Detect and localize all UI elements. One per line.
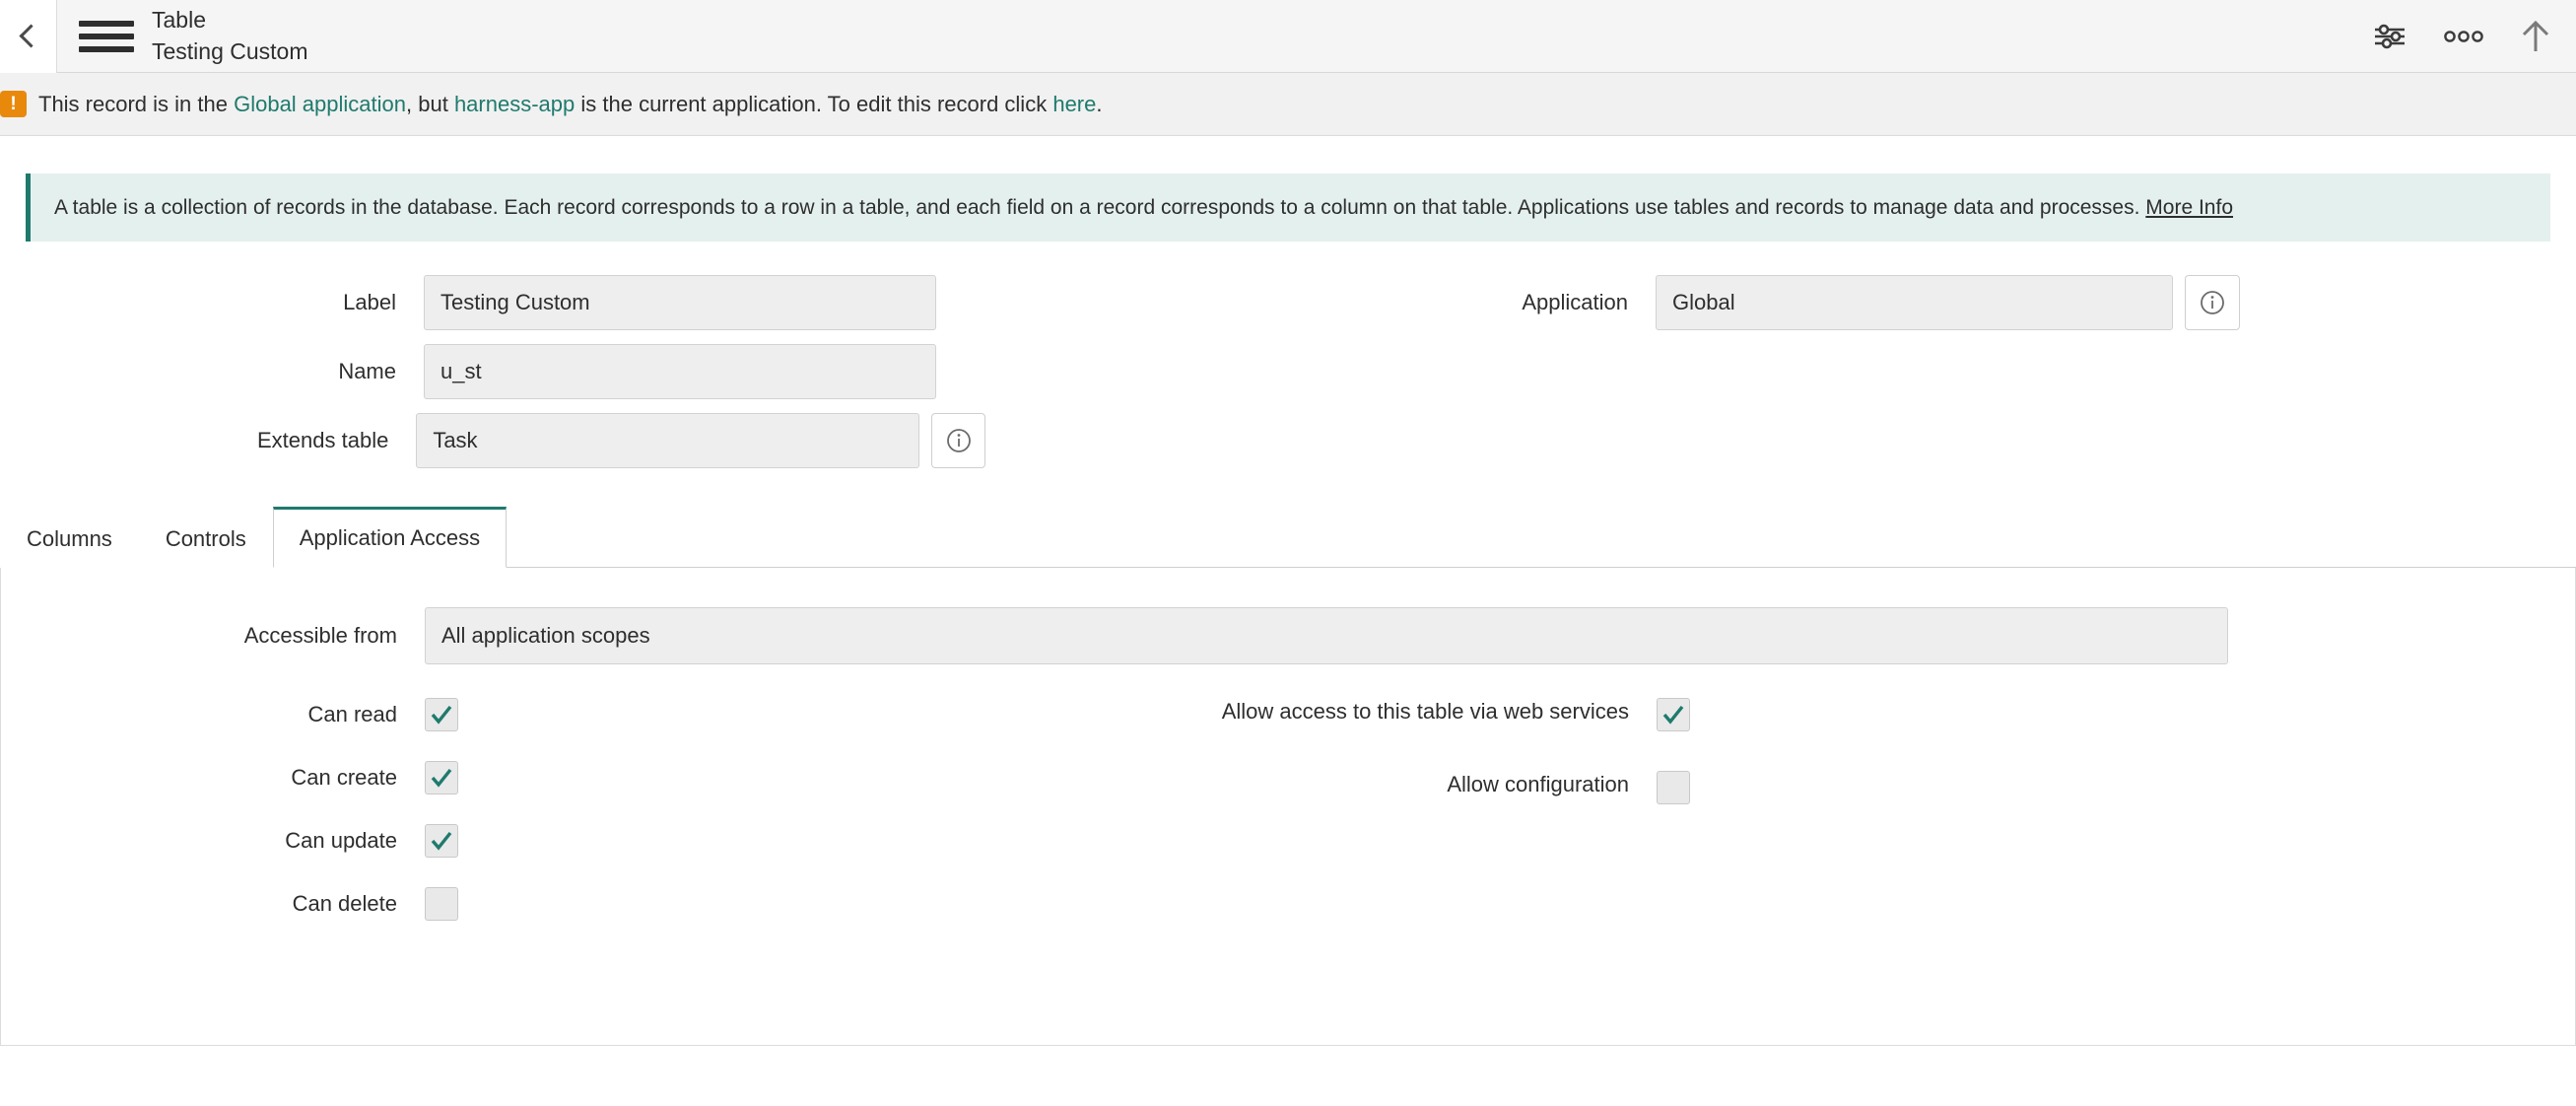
notice-period: . bbox=[1096, 91, 1103, 116]
extends-table-info-icon[interactable] bbox=[931, 413, 985, 468]
page-title bbox=[152, 5, 308, 66]
application-scope-notice bbox=[0, 73, 2576, 136]
accessible-from-select[interactable]: All application scopes bbox=[425, 607, 2228, 664]
tab-application-access[interactable]: Application Access bbox=[273, 507, 507, 568]
label-field-input[interactable]: Testing Custom bbox=[424, 275, 936, 330]
notice-link-global-application[interactable]: Global application bbox=[234, 91, 406, 116]
can-read-label: Can read bbox=[307, 702, 397, 727]
banner-more-info-link[interactable]: More Info bbox=[2145, 196, 2234, 219]
checkbox-row-can-delete bbox=[1, 887, 458, 921]
form-row-extends-table bbox=[0, 413, 2576, 468]
form-row-name bbox=[0, 344, 2576, 399]
application-access-panel bbox=[0, 568, 2576, 1046]
extends-table-field-label: Extends table bbox=[257, 428, 389, 453]
checkbox-row-web-services bbox=[986, 698, 1690, 731]
application-info-icon[interactable] bbox=[2185, 275, 2240, 330]
tab-columns[interactable]: Columns bbox=[0, 510, 139, 568]
notice-text-after: is the current application. To edit this record click bbox=[580, 91, 1048, 116]
tab-controls[interactable]: Controls bbox=[139, 510, 273, 568]
web-services-checkbox[interactable] bbox=[1657, 698, 1690, 731]
chevron-left-icon bbox=[19, 24, 42, 47]
allow-configuration-checkbox[interactable] bbox=[1657, 771, 1690, 804]
checkbox-row-can-create bbox=[1, 761, 458, 795]
accessible-from-label: Accessible from bbox=[243, 623, 397, 649]
form-section-tabs bbox=[0, 506, 2576, 568]
page-title-type: Table bbox=[152, 7, 206, 34]
checkbox-row-can-read bbox=[1, 698, 458, 731]
checkbox-row-allow-configuration bbox=[986, 771, 1690, 804]
web-services-label: Allow access to this table via web services bbox=[1221, 699, 1629, 725]
application-field-label: Application bbox=[1522, 290, 1628, 315]
can-delete-checkbox[interactable] bbox=[425, 887, 458, 921]
allow-configuration-label: Allow configuration bbox=[1447, 772, 1629, 797]
accessible-from-row bbox=[1, 607, 2575, 664]
back-button[interactable] bbox=[0, 0, 57, 73]
extends-table-field-input[interactable]: Task bbox=[416, 413, 919, 468]
table-description-banner bbox=[26, 173, 2550, 242]
table-form bbox=[0, 275, 2576, 468]
application-field-input[interactable]: Global bbox=[1656, 275, 2173, 330]
header-actions bbox=[2373, 0, 2550, 73]
warning-icon: ! bbox=[0, 91, 27, 117]
can-read-checkbox[interactable] bbox=[425, 698, 458, 731]
more-horizontal-icon[interactable] bbox=[2444, 30, 2483, 43]
notice-text-before: This record is in the bbox=[38, 91, 228, 116]
info-banner-wrapper bbox=[0, 136, 2576, 242]
can-create-label: Can create bbox=[291, 765, 397, 791]
form-row-label bbox=[0, 275, 2576, 330]
top-header-bar bbox=[0, 0, 2576, 73]
sliders-icon[interactable] bbox=[2373, 24, 2407, 49]
can-update-label: Can update bbox=[285, 828, 397, 854]
can-update-checkbox[interactable] bbox=[425, 824, 458, 858]
label-field-label: Label bbox=[343, 290, 396, 315]
notice-text-mid: , but bbox=[406, 91, 448, 116]
hamburger-menu-icon[interactable] bbox=[79, 21, 134, 52]
can-delete-label: Can delete bbox=[292, 891, 397, 917]
name-field-input[interactable]: u_st bbox=[424, 344, 936, 399]
checkbox-row-can-update bbox=[1, 824, 458, 858]
notice-link-here[interactable]: here bbox=[1052, 91, 1097, 116]
banner-text: A table is a collection of records in the database. Each record corresponds to a row in a table, and each field on a record corresponds to a column on that table. Applications use tables and records to manage data and processes. bbox=[54, 196, 2140, 219]
notice-link-harness-app[interactable]: harness-app bbox=[453, 91, 576, 116]
can-create-checkbox[interactable] bbox=[425, 761, 458, 795]
arrow-up-icon[interactable] bbox=[2521, 20, 2550, 53]
name-field-label: Name bbox=[338, 359, 396, 384]
page-title-record: Testing Custom bbox=[152, 37, 308, 64]
